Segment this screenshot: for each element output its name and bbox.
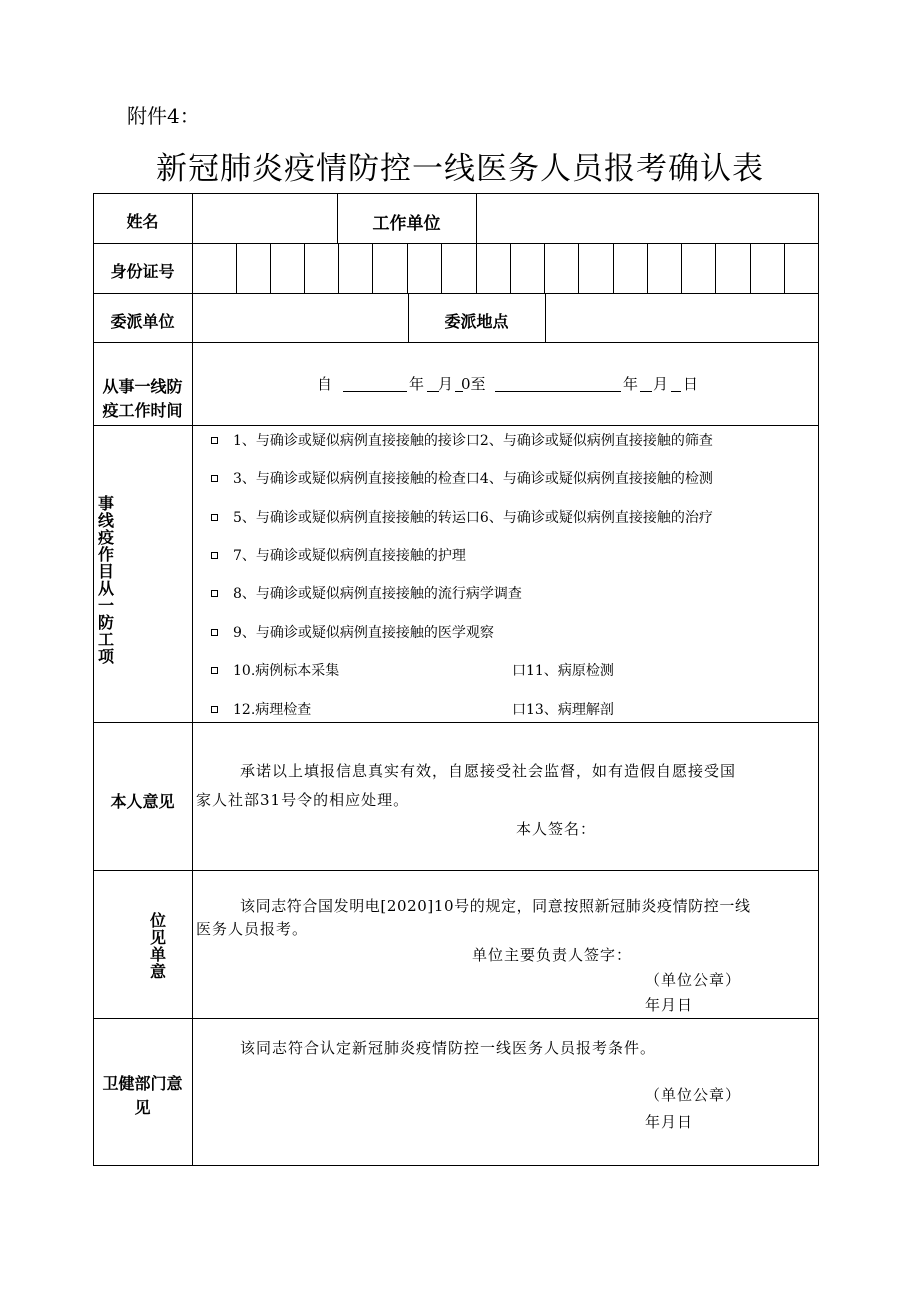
health-dept-date-text: 年月日 xyxy=(645,1113,694,1131)
id-number-field[interactable] xyxy=(193,244,818,292)
work-item-option[interactable] xyxy=(205,466,815,490)
health-dept-seal-text: （单位公章） xyxy=(645,1086,742,1104)
work-item-option[interactable] xyxy=(205,620,815,644)
frontline-work-items-label xyxy=(96,495,116,665)
unit-opinion-text-line1: 该同志符合国发明电[2020]10号的规定，同意按照新冠肺炎疫情防控一线 xyxy=(240,897,751,915)
work-item-option[interactable] xyxy=(510,658,810,682)
label-char: 事 xyxy=(97,494,114,513)
month1-text: 月 xyxy=(438,375,454,393)
label-char: 单 xyxy=(149,945,166,964)
checkbox[interactable] xyxy=(211,590,218,597)
unit-date-text: 年月日 xyxy=(645,996,694,1014)
health-dept-opinion-label xyxy=(93,1072,192,1120)
work-item-text: 5、与确诊或疑似病例直接接触的转运口6、与确诊或疑似病例直接接触的治疗 xyxy=(233,510,713,526)
day1-text: 0至 xyxy=(461,375,486,393)
health-dept-label-line1: 卫健部门意 xyxy=(102,1074,183,1093)
work-item-text: 1、与确诊或疑似病例直接接触的接诊口2、与确诊或疑似病例直接接触的筛查 xyxy=(233,433,713,449)
id-number-label: 身份证号 xyxy=(110,262,175,281)
from-text: 自 xyxy=(317,375,333,393)
attachment-label: 附件4： xyxy=(127,104,200,128)
day2-text: 日 xyxy=(683,375,699,393)
work-item-option[interactable] xyxy=(205,658,505,682)
work-item-option[interactable] xyxy=(205,428,815,452)
checkbox[interactable] xyxy=(211,667,218,674)
commitment-text-line1: 承诺以上填报信息真实有效，自愿接受社会监督，如有造假自愿接受国 xyxy=(240,762,737,780)
unit-opinion-label xyxy=(148,912,168,980)
checkbox[interactable] xyxy=(211,629,218,636)
health-dept-label-line2: 见 xyxy=(134,1098,151,1117)
label-char: 意 xyxy=(149,962,166,981)
health-dept-opinion-text: 该同志符合认定新冠肺炎疫情防控一线医务人员报考条件。 xyxy=(240,1039,657,1057)
checkbox[interactable] xyxy=(211,475,218,482)
work-item-text: 7、与确诊或疑似病例直接接触的护理 xyxy=(233,548,466,564)
label-char: 作 xyxy=(97,545,114,564)
checkbox[interactable] xyxy=(211,706,218,713)
label-char: 疫 xyxy=(97,528,114,547)
work-item-text: 12.病理检查 xyxy=(233,702,312,718)
checkbox[interactable] xyxy=(211,514,218,521)
work-item-option[interactable] xyxy=(205,581,815,605)
work-item-text: 10.病例标本采集 xyxy=(233,663,340,679)
dispatch-unit-label: 委派单位 xyxy=(110,312,175,331)
work-period-label-line1: 从事一线防 xyxy=(102,377,183,396)
name-field[interactable] xyxy=(193,194,336,242)
work-item-option[interactable] xyxy=(205,697,505,721)
dispatch-place-field[interactable] xyxy=(546,294,818,341)
year2-text: 年 xyxy=(623,375,639,393)
work-item-option[interactable] xyxy=(205,543,815,567)
checkbox[interactable] xyxy=(211,437,218,444)
label-char: 线 xyxy=(97,511,114,530)
month2-text: 月 xyxy=(653,375,669,393)
label-char: 目 xyxy=(97,562,114,581)
label-char: 防 xyxy=(97,613,114,632)
work-period-field[interactable] xyxy=(193,343,818,424)
commitment-text-line2: 家人社部31号令的相应处理。 xyxy=(196,791,410,809)
unit-opinion-text-line2: 医务人员报考。 xyxy=(196,920,309,938)
work-item-option[interactable] xyxy=(510,697,810,721)
work-unit-field[interactable] xyxy=(477,194,818,242)
unit-seal-text: （单位公章） xyxy=(645,971,742,989)
dispatch-unit-field[interactable] xyxy=(193,294,407,341)
name-label: 姓名 xyxy=(126,212,159,231)
label-char: 工 xyxy=(97,630,114,649)
unit-leader-signature-label: 单位主要负责人签字： xyxy=(472,946,633,964)
work-period-label xyxy=(93,375,192,423)
label-char: 见 xyxy=(149,928,166,947)
work-item-option[interactable] xyxy=(205,505,815,529)
work-item-text: 口13、病理解剖 xyxy=(512,702,614,718)
label-char: 从 xyxy=(97,579,114,598)
work-unit-label: 工作单位 xyxy=(372,214,441,234)
label-char: 项 xyxy=(97,647,114,666)
personal-opinion-label: 本人意见 xyxy=(110,792,175,811)
label-char: 一 xyxy=(97,596,114,615)
personal-signature-label: 本人签名： xyxy=(516,820,597,838)
checkbox[interactable] xyxy=(211,552,218,559)
work-item-text: 8、与确诊或疑似病例直接接触的流行病学调查 xyxy=(233,586,522,602)
work-item-text: 口11、病原检测 xyxy=(512,663,614,679)
dispatch-place-label: 委派地点 xyxy=(444,312,509,331)
form-title: 新冠肺炎疫情防控一线医务人员报考确认表 xyxy=(156,151,764,187)
personal-signature-field[interactable] xyxy=(600,815,800,845)
work-item-text: 3、与确诊或疑似病例直接接触的检查口4、与确诊或疑似病例直接接触的检测 xyxy=(233,471,713,487)
work-item-text: 9、与确诊或疑似病例直接接触的医学观察 xyxy=(233,625,494,641)
work-period-label-line2: 疫工作时间 xyxy=(102,401,183,420)
year1-text: 年 xyxy=(409,375,425,393)
label-char: 位 xyxy=(149,911,166,930)
